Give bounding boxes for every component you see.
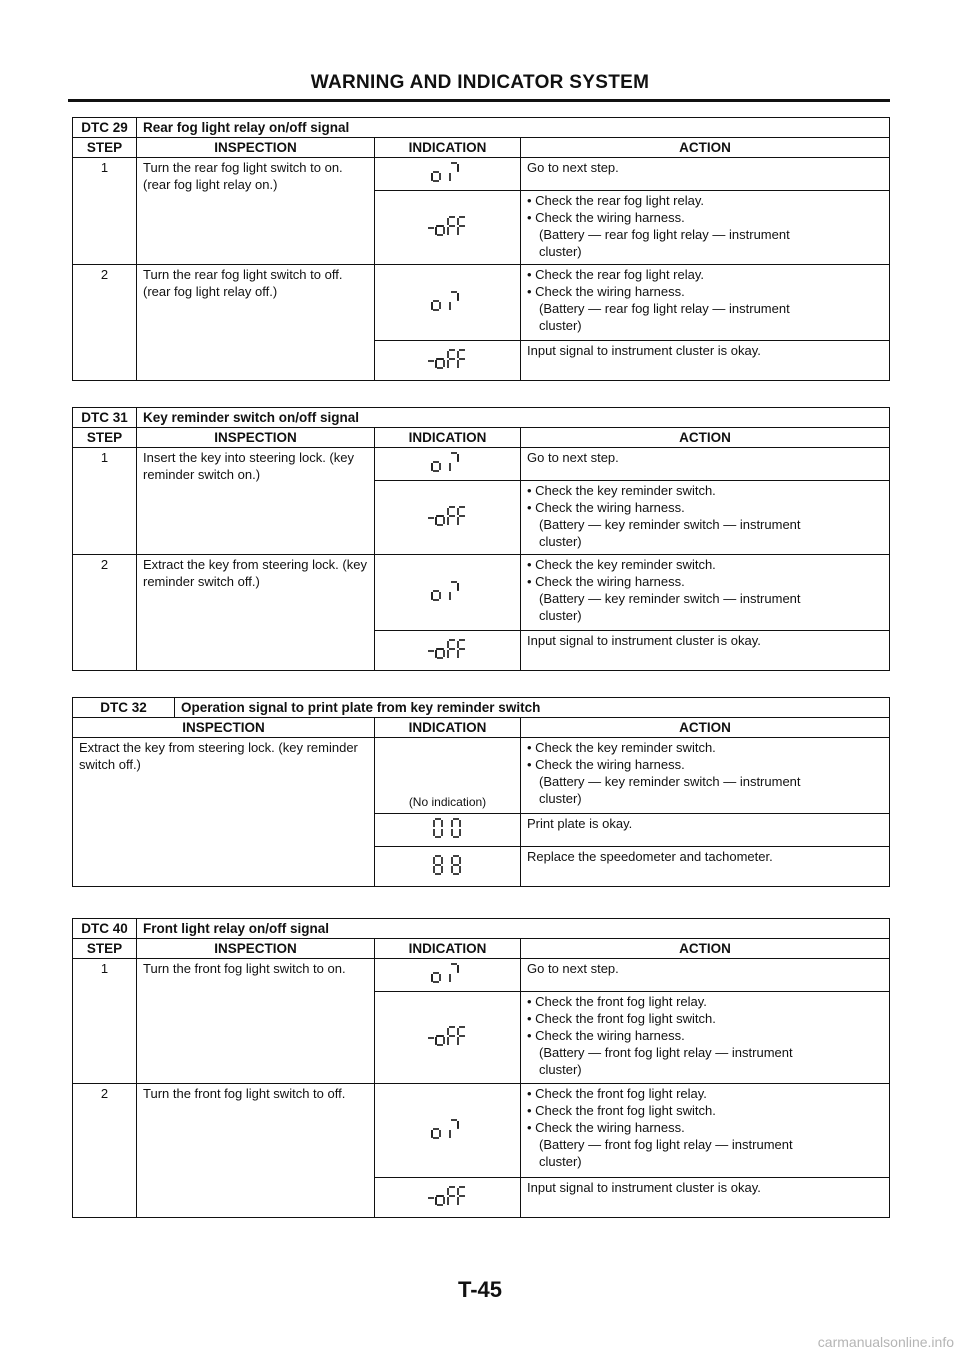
action-cell — [521, 959, 890, 992]
action-line: (Battery — front fog light relay — instrument — [539, 1137, 793, 1152]
dtc-code: DTC 31 — [73, 408, 137, 428]
action-line: cluster) — [539, 534, 582, 549]
header-step: STEP — [73, 428, 137, 448]
action-line: • Check the wiring harness. — [527, 1120, 685, 1135]
segment-display-off-icon — [426, 637, 470, 665]
action-line: (Battery — key reminder switch — instrument — [539, 591, 801, 606]
header-action: ACTION — [521, 939, 890, 959]
action-line: cluster) — [539, 1154, 582, 1169]
indication-display — [375, 738, 521, 814]
action-line: (Battery — key reminder switch — instrument — [539, 774, 801, 789]
dtc-title: Front light relay on/off signal — [137, 919, 890, 939]
segment-display-off-icon — [426, 214, 470, 242]
action-line: (Battery — rear fog light relay — instrument — [539, 227, 790, 242]
indication-display — [375, 1084, 521, 1178]
header-step: STEP — [73, 939, 137, 959]
indication-display — [375, 847, 521, 887]
action-line: • Check the key reminder switch. — [527, 740, 716, 755]
action-line: • Check the rear fog light relay. — [527, 267, 705, 282]
header-indication: INDICATION — [375, 138, 521, 158]
step-number: 1 — [73, 158, 137, 265]
indication-display — [375, 191, 521, 265]
action-cell — [521, 265, 890, 341]
action-cell — [521, 448, 890, 481]
header-action: ACTION — [521, 138, 890, 158]
dtc-40-table — [72, 918, 890, 1218]
indication-display — [375, 1178, 521, 1218]
segment-display-on-icon — [426, 1117, 470, 1145]
dtc-title: Key reminder switch on/off signal — [137, 408, 890, 428]
segment-display-off-icon — [426, 347, 470, 375]
action-line: cluster) — [539, 608, 582, 623]
action-line: • Check the front fog light switch. — [527, 1103, 716, 1118]
inspection-text: Turn the rear fog light switch to off. (rear fog light relay off.) — [137, 265, 375, 381]
action-cell — [521, 847, 890, 887]
header-step: STEP — [73, 138, 137, 158]
watermark: carmanualsonline.info — [817, 1334, 954, 1350]
action-line: • Check the wiring harness. — [527, 210, 685, 225]
segment-display-on-icon — [426, 289, 470, 317]
action-cell — [521, 341, 890, 381]
action-line: • Check the rear fog light relay. — [527, 193, 705, 208]
dtc-code: DTC 32 — [73, 698, 175, 718]
indication-display — [375, 448, 521, 481]
header-inspection: INSPECTION — [137, 138, 375, 158]
action-line: Go to next step. — [527, 450, 619, 465]
action-line: cluster) — [539, 318, 582, 333]
inspection-text: Turn the front fog light switch to on. — [137, 959, 375, 1084]
indication-display — [375, 158, 521, 191]
header-indication: INDICATION — [375, 718, 521, 738]
no-indication-label: (No indication) — [408, 795, 487, 809]
dtc-32-table — [72, 697, 890, 887]
action-cell — [521, 191, 890, 265]
segment-display-on-icon — [426, 160, 470, 188]
segment-display-on-icon — [426, 450, 470, 478]
action-line: (Battery — rear fog light relay — instrument — [539, 301, 790, 316]
step-number: 2 — [73, 265, 137, 381]
segment-display-off-icon — [426, 1184, 470, 1212]
action-line: cluster) — [539, 1062, 582, 1077]
dtc-code: DTC 40 — [73, 919, 137, 939]
inspection-text: Turn the rear fog light switch to on. (rear fog light relay on.) — [137, 158, 375, 265]
action-cell — [521, 1084, 890, 1178]
title-rule — [68, 99, 890, 102]
action-line: • Check the front fog light relay. — [527, 1086, 707, 1101]
indication-display — [375, 959, 521, 992]
action-cell — [521, 992, 890, 1084]
action-cell — [521, 158, 890, 191]
action-line: (Battery — key reminder switch — instrument — [539, 517, 801, 532]
indication-display — [375, 992, 521, 1084]
action-line: Input signal to instrument cluster is okay. — [527, 633, 761, 648]
header-inspection: INSPECTION — [73, 718, 375, 738]
segment-display-on-icon — [426, 961, 470, 989]
action-line: • Check the key reminder switch. — [527, 557, 716, 572]
action-cell — [521, 1178, 890, 1218]
inspection-text: Insert the key into steering lock. (key reminder switch on.) — [137, 448, 375, 555]
step-number: 2 — [73, 555, 137, 671]
step-number: 1 — [73, 959, 137, 1084]
inspection-text: Extract the key from steering lock. (key reminder switch off.) — [137, 555, 375, 671]
page-number: T-45 — [457, 1277, 503, 1302]
action-cell — [521, 555, 890, 631]
segment-display-00-icon — [426, 816, 470, 844]
indication-display — [375, 555, 521, 631]
indication-display — [375, 265, 521, 341]
dtc-31-table — [72, 407, 890, 671]
action-line: • Check the wiring harness. — [527, 284, 685, 299]
step-number: 1 — [73, 448, 137, 555]
page-title: WARNING AND INDICATOR SYSTEM — [310, 72, 650, 93]
indication-display — [375, 341, 521, 381]
action-line: Input signal to instrument cluster is okay. — [527, 1180, 761, 1195]
inspection-text: Turn the front fog light switch to off. — [137, 1084, 375, 1218]
header-indication: INDICATION — [375, 428, 521, 448]
header-action: ACTION — [521, 718, 890, 738]
action-line: Input signal to instrument cluster is okay. — [527, 343, 761, 358]
action-line: Replace the speedometer and tachometer. — [527, 849, 773, 864]
segment-display-off-icon — [426, 1024, 470, 1052]
step-number: 2 — [73, 1084, 137, 1218]
dtc-title: Operation signal to print plate from key reminder switch — [175, 698, 890, 718]
header-inspection: INSPECTION — [137, 428, 375, 448]
action-cell — [521, 481, 890, 555]
indication-display — [375, 481, 521, 555]
segment-display-88-icon — [426, 853, 470, 881]
action-cell — [521, 814, 890, 847]
action-line: cluster) — [539, 791, 582, 806]
action-line: • Check the front fog light relay. — [527, 994, 707, 1009]
action-line: • Check the wiring harness. — [527, 574, 685, 589]
action-line: (Battery — front fog light relay — instrument — [539, 1045, 793, 1060]
action-cell — [521, 631, 890, 671]
inspection-text: Extract the key from steering lock. (key reminder switch off.) — [73, 738, 375, 887]
action-line: Go to next step. — [527, 961, 619, 976]
action-line: • Check the front fog light switch. — [527, 1011, 716, 1026]
segment-display-on-icon — [426, 579, 470, 607]
indication-display — [375, 814, 521, 847]
indication-display — [375, 631, 521, 671]
dtc-29-table — [72, 117, 890, 381]
action-line: • Check the wiring harness. — [527, 1028, 685, 1043]
action-line: • Check the wiring harness. — [527, 757, 685, 772]
dtc-title: Rear fog light relay on/off signal — [137, 118, 890, 138]
action-line: cluster) — [539, 244, 582, 259]
header-inspection: INSPECTION — [137, 939, 375, 959]
action-line: • Check the key reminder switch. — [527, 483, 716, 498]
action-line: • Check the wiring harness. — [527, 500, 685, 515]
action-line: Print plate is okay. — [527, 816, 633, 831]
dtc-code: DTC 29 — [73, 118, 137, 138]
action-cell — [521, 738, 890, 814]
segment-display-off-icon — [426, 504, 470, 532]
action-line: Go to next step. — [527, 160, 619, 175]
header-indication: INDICATION — [375, 939, 521, 959]
header-action: ACTION — [521, 428, 890, 448]
